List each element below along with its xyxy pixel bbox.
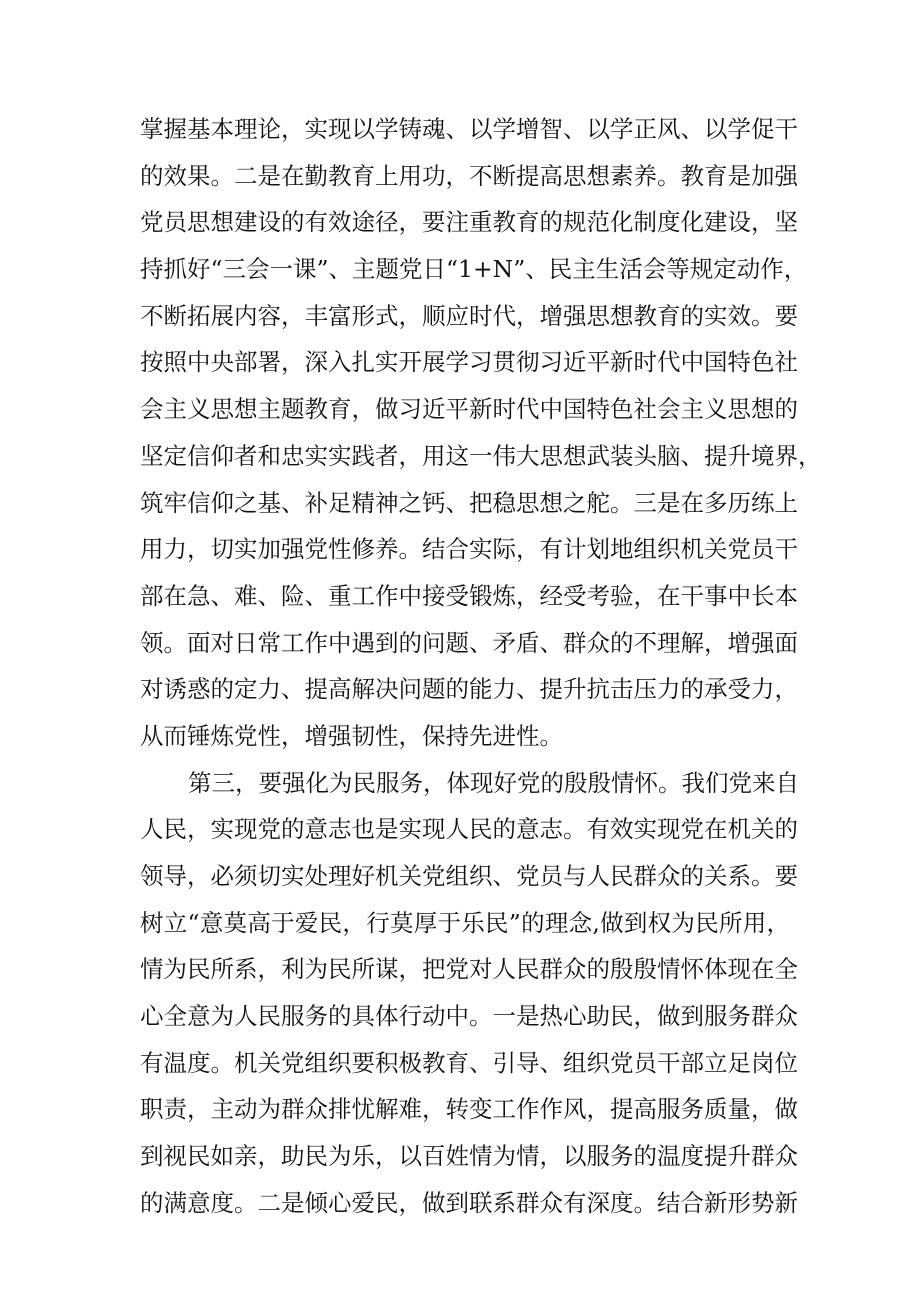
text-line: 第三，要强化为民服务，体现好党的殷殷情怀。我们党来自 — [188, 768, 799, 797]
text-line: 领。面对日常工作中遇到的问题、矛盾、群众的不理解，增强面 — [140, 628, 798, 657]
text-line: 用力，切实加强党性修养。结合实际，有计划地组织机关党员干 — [140, 535, 798, 564]
text-line: 的满意度。二是倾心爱民，做到联系群众有深度。结合新形势新 — [140, 1188, 798, 1217]
text-line: 情为民所系，利为民所谋，把党对人民群众的殷殷情怀体现在全 — [140, 955, 798, 984]
text-line: 到视民如亲，助民为乐，以百姓情为情，以服务的温度提升群众 — [140, 1142, 798, 1171]
text-line: 的效果。二是在勤教育上用功，不断提高思想素养。教育是加强 — [140, 161, 798, 190]
text-line: 领导，必须切实处理好机关党组织、党员与人民群众的关系。要 — [140, 862, 798, 890]
text-line: 从而锤炼党性，增强韧性，保持先进性。 — [140, 721, 563, 750]
text-line: 人民，实现党的意志也是实现人民的意志。有效实现党在机关的 — [140, 815, 798, 844]
text-line: 党员思想建设的有效途径，要注重教育的规范化制度化建设，坚 — [140, 208, 798, 237]
text-line: 持抓好“三会一课”、主题党日“1+N”、民主生活会等规定动作， — [140, 255, 808, 284]
text-line: 不断拓展内容，丰富形式，顺应时代，增强思想教育的实效。要 — [140, 301, 798, 330]
text-line: 职责，主动为群众排忧解难，转变工作作风，提高服务质量，做 — [140, 1095, 798, 1124]
text-line: 筑牢信仰之基、补足精神之钙、把稳思想之舵。三是在多历练上 — [140, 488, 798, 517]
text-line: 会主义思想主题教育，做习近平新时代中国特色社会主义思想的 — [140, 395, 798, 424]
text-line: 掌握基本理论，实现以学铸魂、以学增智、以学正风、以学促干 — [140, 115, 798, 143]
text-line: 按照中央部署，深入扎实开展学习贯彻习近平新时代中国特色社 — [140, 348, 798, 377]
text-line: 树立“意莫高于爱民，行莫厚于乐民”的理念,做到权为民所用， — [140, 908, 790, 937]
text-line: 坚定信仰者和忠实实践者，用这一伟大思想武装头脑、提升境界， — [140, 441, 822, 470]
text-line: 对诱惑的定力、提高解决问题的能力、提升抗击压力的承受力， — [140, 675, 798, 704]
text-line: 心全意为人民服务的具体行动中。一是热心助民，做到服务群众 — [140, 1002, 798, 1031]
body-text — [140, 106, 822, 1227]
text-line: 有温度。机关党组织要积极教育、引导、组织党员干部立足岗位 — [140, 1048, 798, 1077]
text-line: 部在急、难、险、重工作中接受锻炼，经受考验，在干事中长本 — [140, 581, 798, 610]
